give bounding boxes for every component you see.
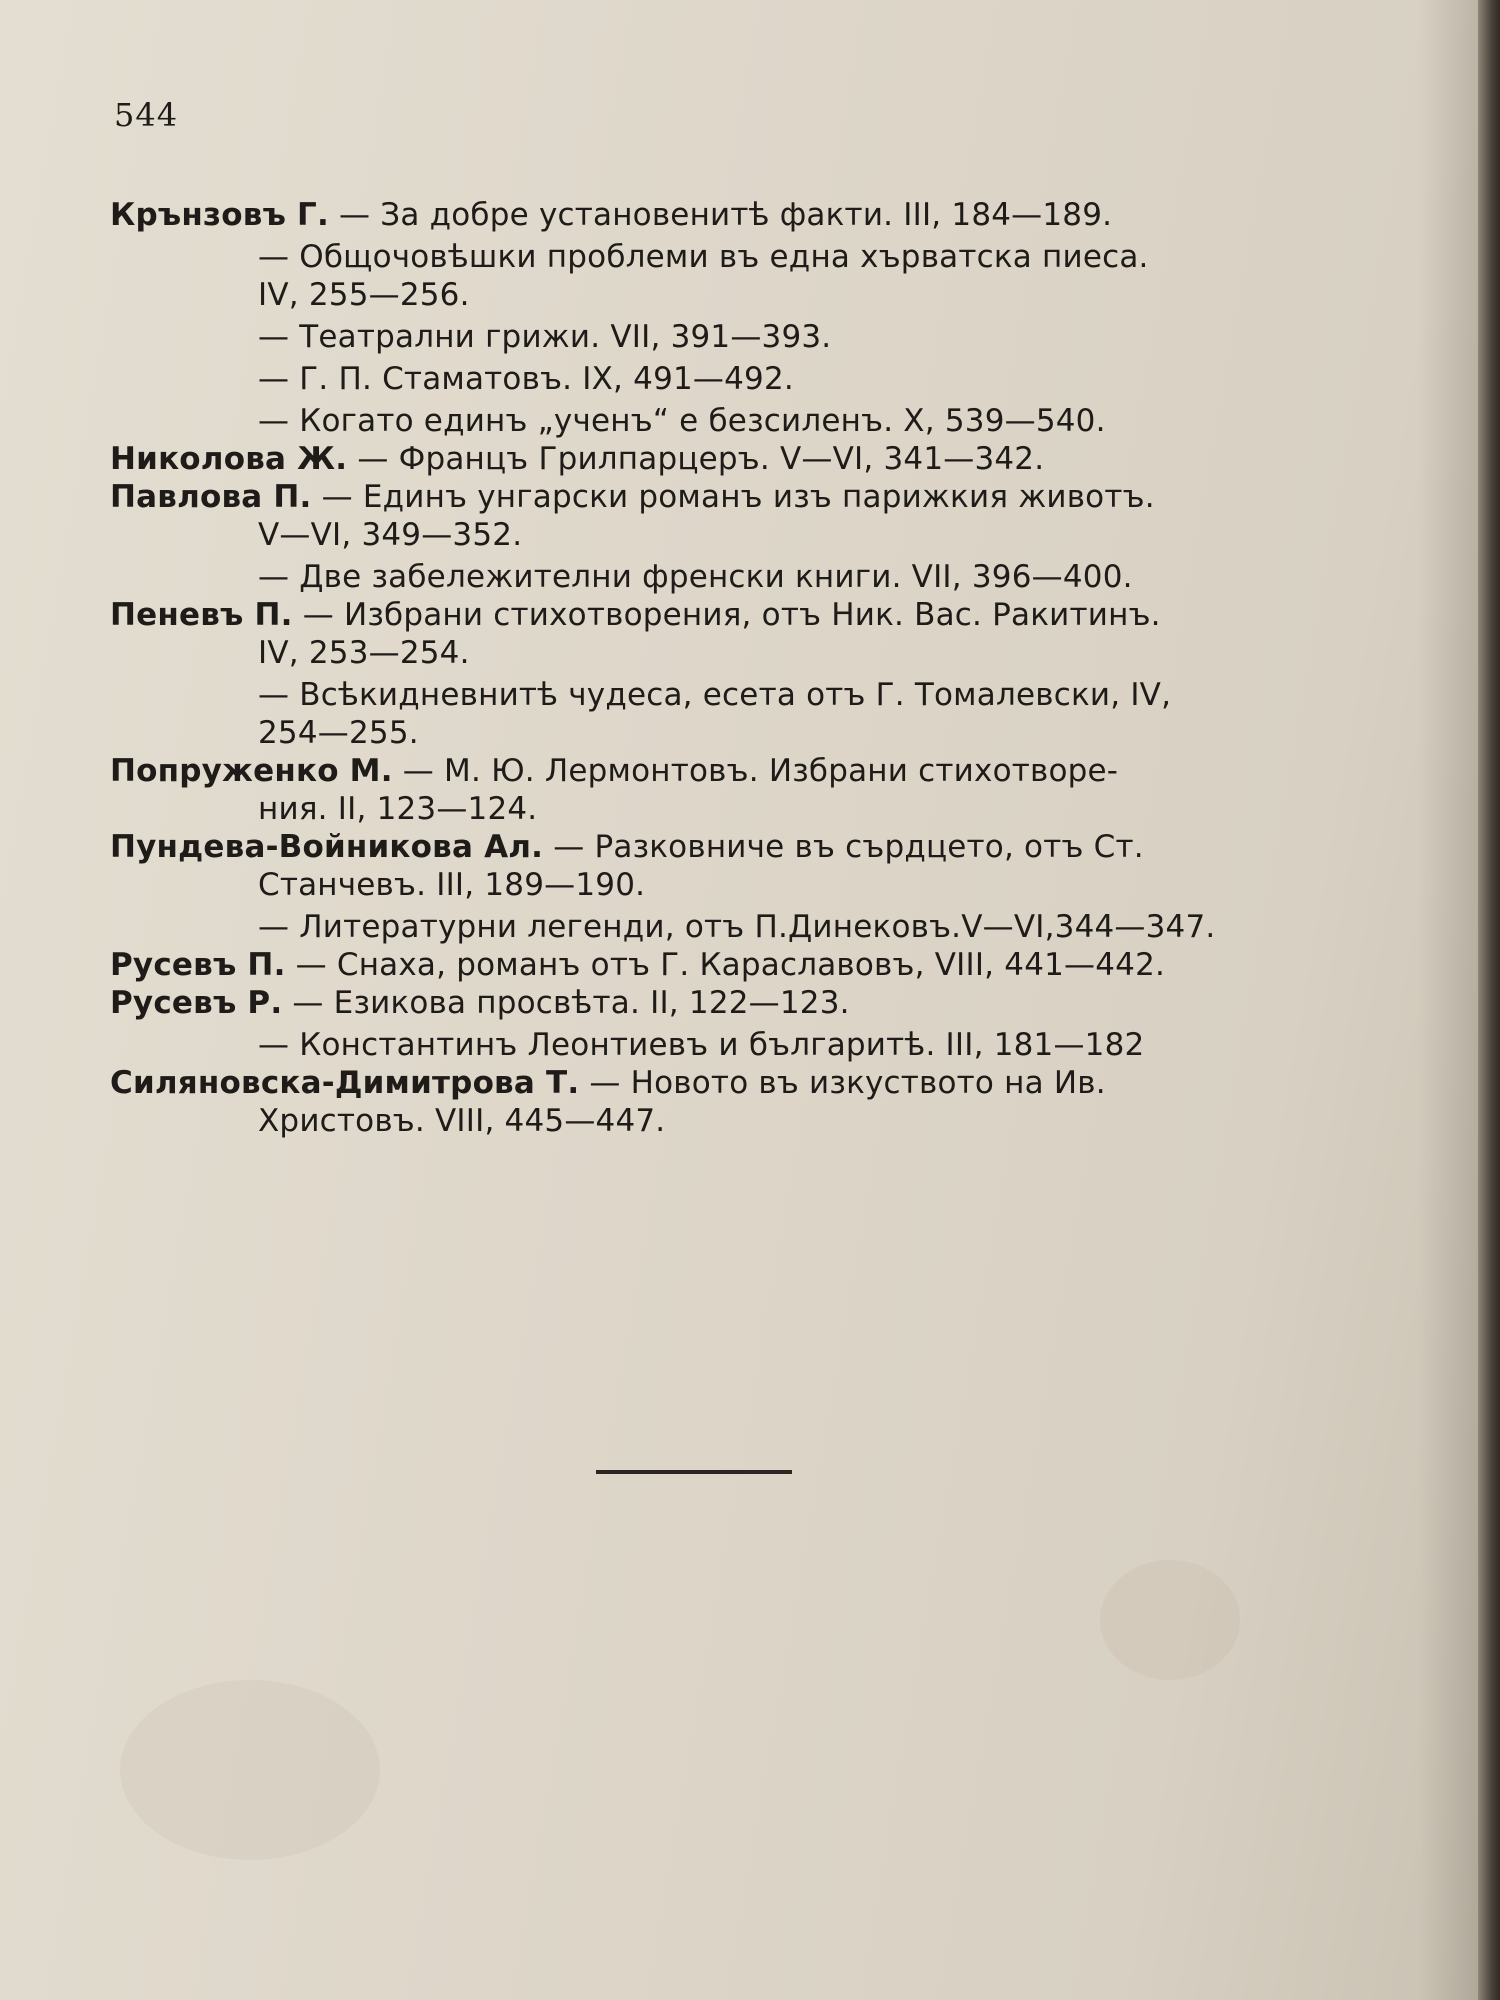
entry-text: — Театрални грижи. VII, 391—393. <box>258 319 832 355</box>
entry-text: — Две забележителни френски книги. VII, 396—400. <box>258 559 1133 595</box>
entry-text: — Избрани стихотворения, отъ Ник. Вас. Ракитинъ. <box>292 597 1161 633</box>
index-line <box>110 596 1315 634</box>
entry-text: — Всѣкидневнитѣ чудеса, есета отъ Г. Томалевски, IV, <box>258 677 1172 713</box>
entry-text: 254—255. <box>258 715 419 751</box>
index-line <box>110 676 1315 714</box>
entry-text: — Г. П. Стаматовъ. IX, 491—492. <box>258 361 794 397</box>
index-line <box>110 752 1315 790</box>
entry-text: IV, 255—256. <box>258 277 470 313</box>
page-number: 544 <box>114 96 179 134</box>
index-line <box>110 790 1315 828</box>
entry-text: — Францъ Грилпарцеръ. V—VI, 341—342. <box>347 441 1045 477</box>
book-edge <box>1478 0 1500 2000</box>
entry-text: Христовъ. VIII, 445—447. <box>258 1103 666 1139</box>
index-line <box>110 866 1315 904</box>
author-name: Русевъ П. <box>110 947 286 983</box>
entry-text: — Литературни легенди, отъ П.Динековъ.V—VI,344—347. <box>258 909 1216 945</box>
paper-stain <box>1100 1560 1240 1680</box>
author-name: Николова Ж. <box>110 441 348 477</box>
index-line <box>110 402 1315 440</box>
closing-rule <box>596 1470 792 1474</box>
author-index <box>110 196 1315 1140</box>
index-line <box>110 714 1315 752</box>
author-name: Крънзовъ Г. <box>110 197 329 233</box>
entry-text: — Снаха, романъ отъ Г. Караславовъ, VIII, 441—442. <box>285 947 1166 983</box>
entry-text: V—VI, 349—352. <box>258 517 523 553</box>
index-line <box>110 908 1315 946</box>
author-name: Силяновска-Димитрова Т. <box>110 1065 580 1101</box>
index-line <box>110 318 1315 356</box>
entry-text: — За добре установенитѣ факти. III, 184—189. <box>329 197 1113 233</box>
entry-text: — Новото въ изкуството на Ив. <box>579 1065 1106 1101</box>
author-name: Русевъ Р. <box>110 985 283 1021</box>
index-line <box>110 984 1315 1022</box>
entry-text: — Езикова просвѣта. II, 122—123. <box>282 985 850 1021</box>
index-line <box>110 828 1315 866</box>
index-line <box>110 196 1315 234</box>
entry-text: IV, 253—254. <box>258 635 470 671</box>
index-line <box>110 946 1315 984</box>
entry-text: — Константинъ Леонтиевъ и българитѣ. III, 181—182 <box>258 1027 1145 1063</box>
entry-text: — Разковниче въ сърдцето, отъ Ст. <box>543 829 1144 865</box>
author-name: Попруженко М. <box>110 753 393 789</box>
index-line <box>110 478 1315 516</box>
paper-stain <box>120 1680 380 1860</box>
index-line <box>110 1064 1315 1102</box>
author-name: Пеневъ П. <box>110 597 293 633</box>
entry-text: — Когато единъ „ученъ“ е безсиленъ. X, 539—540. <box>258 403 1106 439</box>
entry-text: — Единъ унгарски романъ изъ парижкия животъ. <box>311 479 1155 515</box>
author-name: Павлова П. <box>110 479 312 515</box>
index-line <box>110 360 1315 398</box>
index-line <box>110 238 1315 276</box>
author-name: Пундева-Войникова Ал. <box>110 829 544 865</box>
index-line <box>110 634 1315 672</box>
index-line <box>110 516 1315 554</box>
entry-text: — Общочовѣшки проблеми въ една хърватска пиеса. <box>258 239 1149 275</box>
entry-text: ния. II, 123—124. <box>258 791 538 827</box>
entry-text: — М. Ю. Лермонтовъ. Избрани стихотворе- <box>392 753 1119 789</box>
index-line <box>110 1102 1315 1140</box>
index-line <box>110 276 1315 314</box>
index-line <box>110 558 1315 596</box>
entry-text: Станчевъ. III, 189—190. <box>258 867 646 903</box>
index-line <box>110 1026 1315 1064</box>
index-line <box>110 440 1315 478</box>
page-shadow <box>1418 0 1478 2000</box>
